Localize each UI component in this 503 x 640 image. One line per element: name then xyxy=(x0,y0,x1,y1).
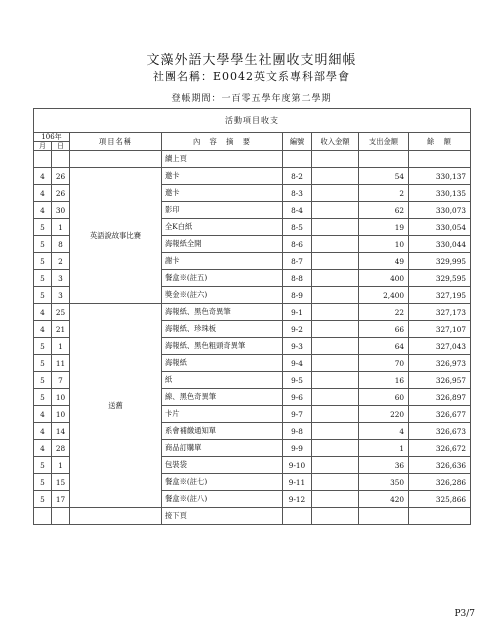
income-cell xyxy=(312,474,359,491)
income-cell xyxy=(312,440,359,457)
day-cell: 8 xyxy=(52,236,70,253)
balance-cell: 327,195 xyxy=(409,287,471,304)
income-cell xyxy=(312,287,359,304)
income-cell xyxy=(312,491,359,508)
expense-cell: 220 xyxy=(359,406,409,423)
expense-cell: 350 xyxy=(359,474,409,491)
income-cell xyxy=(312,270,359,287)
description-cell: 海報紙、黑色奇異筆 xyxy=(162,304,283,321)
carry-out-row xyxy=(34,508,471,525)
description-cell: 海報紙 xyxy=(162,355,283,372)
description-cell: 線、黑色奇異筆 xyxy=(162,389,283,406)
section-title: 活動項目收支 xyxy=(34,109,471,133)
item-name-header: 項目名稱 xyxy=(70,133,162,151)
day-cell: 10 xyxy=(52,406,70,423)
month-cell: 4 xyxy=(34,202,52,219)
balance-cell: 330,135 xyxy=(409,185,471,202)
day-cell: 3 xyxy=(52,270,70,287)
table-row xyxy=(34,304,471,321)
month-cell: 5 xyxy=(34,389,52,406)
balance-cell: 330,073 xyxy=(409,202,471,219)
month-cell: 4 xyxy=(34,185,52,202)
item-group-speech-contest: 英語說故事比賽 xyxy=(70,168,162,304)
day-cell: 1 xyxy=(52,338,70,355)
description-cell: 系會補繳通知單 xyxy=(162,423,283,440)
expense-cell: 10 xyxy=(359,236,409,253)
income-cell xyxy=(312,253,359,270)
month-cell: 4 xyxy=(34,423,52,440)
income-header: 收入金額 xyxy=(312,133,359,151)
balance-cell: 330,044 xyxy=(409,236,471,253)
day-cell: 21 xyxy=(52,321,70,338)
description-cell: 全K白紙 xyxy=(162,219,283,236)
number-header: 編號 xyxy=(283,133,312,151)
income-cell xyxy=(312,355,359,372)
day-cell: 2 xyxy=(52,253,70,270)
description-cell: 影印 xyxy=(162,202,283,219)
number-cell: 9-8 xyxy=(283,423,312,440)
number-cell: 9-3 xyxy=(283,338,312,355)
number-cell: 8-5 xyxy=(283,219,312,236)
description-cell: 商品訂購單 xyxy=(162,440,283,457)
income-cell xyxy=(312,372,359,389)
number-cell: 8-4 xyxy=(283,202,312,219)
month-cell: 5 xyxy=(34,287,52,304)
table-row xyxy=(34,168,471,185)
number-cell: 9-6 xyxy=(283,389,312,406)
month-cell: 4 xyxy=(34,304,52,321)
day-cell: 26 xyxy=(52,168,70,185)
day-cell: 14 xyxy=(52,423,70,440)
carry-in-label: 續上頁 xyxy=(162,151,283,168)
month-cell: 5 xyxy=(34,355,52,372)
description-cell: 海報紙、黑色粗頭奇異筆 xyxy=(162,338,283,355)
description-cell: 獎金※(註六) xyxy=(162,287,283,304)
month-cell: 5 xyxy=(34,253,52,270)
month-cell: 4 xyxy=(34,440,52,457)
balance-cell: 326,957 xyxy=(409,372,471,389)
balance-cell: 326,636 xyxy=(409,457,471,474)
expense-cell: 54 xyxy=(359,168,409,185)
item-group-farewell: 送舊 xyxy=(70,304,162,508)
month-cell: 5 xyxy=(34,457,52,474)
month-cell: 4 xyxy=(34,321,52,338)
expense-cell: 19 xyxy=(359,219,409,236)
income-cell xyxy=(312,236,359,253)
carry-out-label: 接下頁 xyxy=(162,508,283,525)
number-cell: 8-3 xyxy=(283,185,312,202)
month-cell: 5 xyxy=(34,338,52,355)
description-cell: 謝卡 xyxy=(162,253,283,270)
income-cell xyxy=(312,202,359,219)
month-cell: 5 xyxy=(34,372,52,389)
balance-header: 餘 額 xyxy=(409,133,471,151)
day-cell: 11 xyxy=(52,355,70,372)
balance-cell: 327,043 xyxy=(409,338,471,355)
expense-cell: 22 xyxy=(359,304,409,321)
day-cell: 15 xyxy=(52,474,70,491)
month-cell: 4 xyxy=(34,406,52,423)
number-cell: 8-8 xyxy=(283,270,312,287)
balance-cell: 326,677 xyxy=(409,406,471,423)
description-cell: 紙 xyxy=(162,372,283,389)
income-cell xyxy=(312,321,359,338)
balance-cell: 325,866 xyxy=(409,491,471,508)
number-cell: 8-7 xyxy=(283,253,312,270)
expense-cell: 2,400 xyxy=(359,287,409,304)
ledger-title: 文藻外語大學學生社團收支明細帳 xyxy=(146,53,357,68)
header-row xyxy=(34,133,471,142)
balance-cell: 330,054 xyxy=(409,219,471,236)
balance-cell: 330,137 xyxy=(409,168,471,185)
expense-cell: 62 xyxy=(359,202,409,219)
description-cell: 邀卡 xyxy=(162,168,283,185)
income-cell xyxy=(312,406,359,423)
day-cell: 3 xyxy=(52,287,70,304)
number-cell: 9-1 xyxy=(283,304,312,321)
balance-cell: 329,595 xyxy=(409,270,471,287)
number-cell: 9-11 xyxy=(283,474,312,491)
description-cell: 包裝袋 xyxy=(162,457,283,474)
day-cell: 30 xyxy=(52,202,70,219)
day-header: 日 xyxy=(52,142,70,151)
income-cell xyxy=(312,219,359,236)
balance-cell: 326,973 xyxy=(409,355,471,372)
day-cell: 1 xyxy=(52,457,70,474)
year-header: 106年 xyxy=(34,133,70,142)
expense-cell: 2 xyxy=(359,185,409,202)
club-name: 社團名稱：E0042英文系專科部學會 xyxy=(152,70,351,83)
number-cell: 9-4 xyxy=(283,355,312,372)
description-cell: 餐盒※(註五) xyxy=(162,270,283,287)
month-cell: 5 xyxy=(34,491,52,508)
balance-cell: 327,173 xyxy=(409,304,471,321)
expense-cell: 70 xyxy=(359,355,409,372)
expense-cell: 400 xyxy=(359,270,409,287)
income-cell xyxy=(312,338,359,355)
expense-cell: 4 xyxy=(359,423,409,440)
balance-cell: 326,672 xyxy=(409,440,471,457)
month-cell: 5 xyxy=(34,236,52,253)
month-header: 月 xyxy=(34,142,52,151)
month-cell: 5 xyxy=(34,219,52,236)
description-cell: 餐盒※(註七) xyxy=(162,474,283,491)
income-cell xyxy=(312,168,359,185)
income-cell xyxy=(312,457,359,474)
month-cell: 4 xyxy=(34,168,52,185)
number-cell: 9-5 xyxy=(283,372,312,389)
expense-cell: 1 xyxy=(359,440,409,457)
expense-cell: 60 xyxy=(359,389,409,406)
day-cell: 7 xyxy=(52,372,70,389)
balance-cell: 326,673 xyxy=(409,423,471,440)
number-cell: 9-7 xyxy=(283,406,312,423)
ledger-table xyxy=(33,108,471,525)
expense-cell: 16 xyxy=(359,372,409,389)
carry-in-row xyxy=(34,151,471,168)
day-cell: 1 xyxy=(52,219,70,236)
income-cell xyxy=(312,389,359,406)
expense-cell: 420 xyxy=(359,491,409,508)
number-cell: 8-9 xyxy=(283,287,312,304)
expense-cell: 49 xyxy=(359,253,409,270)
day-cell: 25 xyxy=(52,304,70,321)
expense-cell: 66 xyxy=(359,321,409,338)
income-cell xyxy=(312,304,359,321)
description-cell: 邀卡 xyxy=(162,185,283,202)
day-cell: 28 xyxy=(52,440,70,457)
expense-cell: 64 xyxy=(359,338,409,355)
section-title-row xyxy=(34,109,471,133)
balance-cell: 327,107 xyxy=(409,321,471,338)
day-cell: 26 xyxy=(52,185,70,202)
number-cell: 9-12 xyxy=(283,491,312,508)
day-cell: 10 xyxy=(52,389,70,406)
description-cell: 海報紙、珍珠板 xyxy=(162,321,283,338)
number-cell: 9-2 xyxy=(283,321,312,338)
expense-cell: 36 xyxy=(359,457,409,474)
income-cell xyxy=(312,185,359,202)
balance-cell: 326,286 xyxy=(409,474,471,491)
page-number: P3/7 xyxy=(454,609,475,619)
number-cell: 8-6 xyxy=(283,236,312,253)
month-cell: 5 xyxy=(34,474,52,491)
description-cell: 卡片 xyxy=(162,406,283,423)
balance-cell: 329,995 xyxy=(409,253,471,270)
accounting-period: 登帳期間：一百零五學年度第二學期 xyxy=(171,94,332,104)
description-cell: 海報紙全開 xyxy=(162,236,283,253)
number-cell: 9-9 xyxy=(283,440,312,457)
month-cell: 5 xyxy=(34,270,52,287)
income-cell xyxy=(312,423,359,440)
number-cell: 9-10 xyxy=(283,457,312,474)
description-header: 內 容 摘 要 xyxy=(162,133,283,151)
description-cell: 餐盒※(註八) xyxy=(162,491,283,508)
day-cell: 17 xyxy=(52,491,70,508)
number-cell: 8-2 xyxy=(283,168,312,185)
expense-header: 支出金額 xyxy=(359,133,409,151)
balance-cell: 326,897 xyxy=(409,389,471,406)
